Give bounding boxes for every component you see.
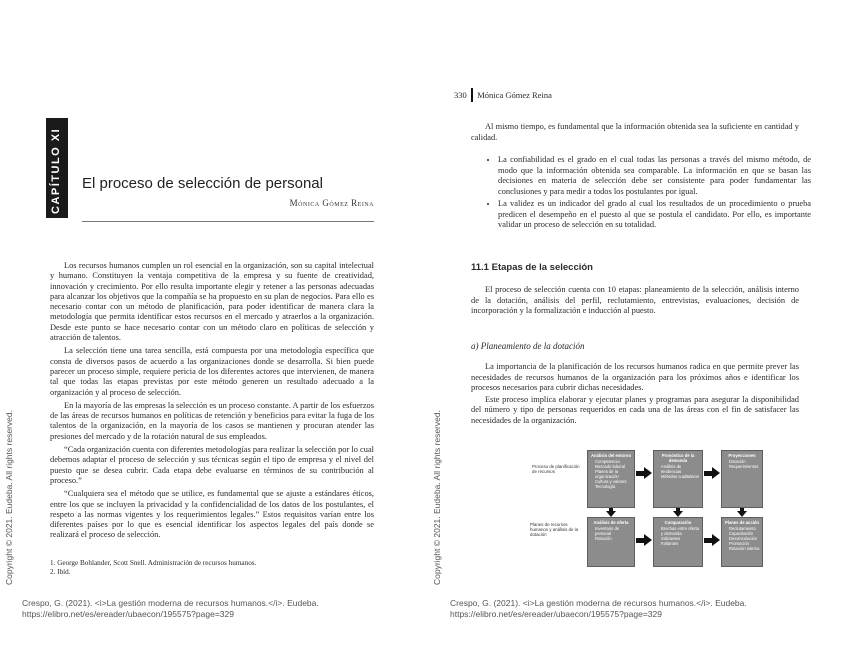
intro-text [471, 122, 799, 143]
paragraph: El proceso de selección cuenta con 10 etapas: planeamiento de la selección, análisis interno de la dotación, análisis del perfil, reclutamiento, entrevistas, evaluaciones, decisión de incorporación y la formalización e inducción al puesto. [471, 285, 799, 315]
diagram-label-top: Proceso de planificación de recursos [532, 464, 580, 475]
arrow-right-icon [712, 467, 720, 479]
arrow-right-icon [712, 534, 720, 546]
list-item: • La validez es un indicador del grado al cual los resultados de un procedimiento o prueba predicen el desempeño en el puesto al que se postula el candidato. Por ello, es importante validar un proceso de selección en su totalidad. [498, 199, 811, 231]
diagram-box: Comparación • Brechas entre oferta y demanda • Sobrantes • Faltantes [653, 517, 703, 567]
footnote: 1. George Bohlander, Scott Snell. Administración de recursos humanos. [50, 559, 257, 567]
citation-footer: Crespo, G. (2021). <i>La gestión moderna de recursos humanos.</i>. Eudeba. https://elibro.net/es/ereader/ubaecon/195575?page=329 [450, 598, 747, 619]
paragraph: Al mismo tiempo, es fundamental que la información obtenida sea la suficiente en cantidad y calidad. [471, 122, 799, 142]
chapter-label: CAPÍTULO XI [50, 127, 62, 214]
arrow-right-icon [644, 467, 652, 479]
paragraph: Este proceso implica elaborar y ejecutar planes y programas para asegurar la disponibilidad del número y tipo de personas requeridos en cada una de las áreas con el fin de satisfacer las necesidades de la organización. [471, 394, 799, 425]
chapter-rule [82, 221, 374, 222]
diagram-label-bottom: Planes de recursos humanos y análisis de la dotación [530, 522, 579, 538]
chapter-author: Mónica Gómez Reina [289, 198, 374, 208]
footnotes [50, 559, 374, 577]
header-bar [471, 88, 474, 102]
copyright-notice: Copyright © 2021. Eudeba. All rights reserved. [432, 410, 442, 585]
diagram-box: Proyecciones • Dotación • Requerimientos [721, 450, 763, 508]
paragraph: En la mayoría de las empresas la selección es un proceso constante. A partir de los esfuerzos de las áreas de recursos humanos en políticas de retención y beneficios para evitar la fuga de los talentos de la organización, en la mayoría de los casos se mantienen y procuran atender las presiones del mercado y de la rotación natural de sus empleados. [50, 400, 374, 441]
subsection-heading: a) Planeamiento de la dotación [471, 341, 585, 351]
paragraph: La importancia de la planificación de los recursos humanos radica en que permite prever las necesidades de recursos humanos de la organización para los próximos años e identificar los procesos necesarios para cubrir dichas necesidades. [471, 362, 799, 392]
arrow-right-icon [644, 534, 652, 546]
chapter-title: El proceso de selección de personal [82, 175, 323, 192]
paragraph: “Cada organización cuenta con diferentes metodologías para realizar la selección por lo cual debemos adaptar el proceso de selección y sus técnicas según el tipo de empresa y el nivel del puesto que se desea cubrir. Cada etapa debe evaluarse en términos de su contribución al proceso.” [50, 445, 374, 485]
subsection-body [471, 362, 799, 427]
diagram-box: Análisis del entorno • Competencia • Mercado laboral • Planes de la organización • Cultura y valores • Tecnología [587, 450, 635, 508]
diagram-box: Pronóstico de la demanda • Análisis de tendencias • Métodos cualitativos [653, 450, 703, 508]
right-page [424, 0, 848, 655]
section-body [471, 285, 799, 317]
left-body [50, 261, 374, 544]
paragraph: “Cualquiera sea el método que se utilice, es fundamental que se ajuste a estándares éticos, entre los que se incluyen la privacidad y la confidencialidad de los datos de los postulantes, el respeto a las normas vigentes y los requerimientos legales.” Estos requisitos varían entre los diferentes países por lo que es esencial identificar los aspectos legales del país donde se realizará el proceso de selección. [50, 489, 374, 540]
running-head: Mónica Gómez Reina [477, 90, 552, 100]
page-number: 330 [454, 90, 467, 100]
footnote: 2. Ibíd. [50, 568, 71, 576]
chapter-tab [46, 118, 68, 218]
citation-footer: Crespo, G. (2021). <i>La gestión moderna de recursos humanos.</i>. Eudeba. https://elibro.net/es/ereader/ubaecon/195575?page=329 [22, 598, 319, 619]
bullet-list [486, 155, 811, 233]
diagram-box: Análisis de oferta • Inventario de personal • Rotación [587, 517, 635, 567]
copyright-notice: Copyright © 2021. Eudeba. All rights reserved. [4, 410, 14, 585]
section-heading: 11.1 Etapas de la selección [471, 262, 593, 273]
diagram-box: Planes de acción • Reclutamiento • Capacitación • Desvinculación • Promoción • Rotación interna [721, 517, 763, 567]
running-header [454, 88, 552, 102]
paragraph: La selección tiene una tarea sencilla, está compuesta por una metodología específica que consta de diversos pasos de acuerdo a las organizaciones donde se desarrolla. Si bien puede parecer un proceso simple, requiere pericia de los diferentes actores que intervienen, de manera tal que todas las etapas previstas por este método generen un resultado adecuado a la organización y al proceso de selección. [50, 346, 374, 397]
list-item: • La confiabilidad es el grado en el cual todas las personas a través del mismo método, de modo que la información obtenida sea comparable. La información en que se basan las decisiones en materia de selección debe ser consistente para poder fundamentar las conclusiones y para medir a todos los postulantes por igual. [498, 155, 811, 197]
paragraph: Los recursos humanos cumplen un rol esencial en la organización, son su capital intelectual y humano. Constituyen la ventaja competitiva de la empresa y su fuente de creatividad, innovación y crecimiento. Por ello resulta importante elegir y retener a las personas adecuadas para alcanzar los objetivos que la compañía se ha propuesto en su plan de negocios. Para ello es necesario contar con un método de planificación, para poder identificar de manera clara la metodología que permita identificar estos recursos en el mercado y atraerlos a la organización. Desde este punto se hace necesario contar con un método claro en políticas de selección y atracción de talentos. [50, 261, 374, 343]
